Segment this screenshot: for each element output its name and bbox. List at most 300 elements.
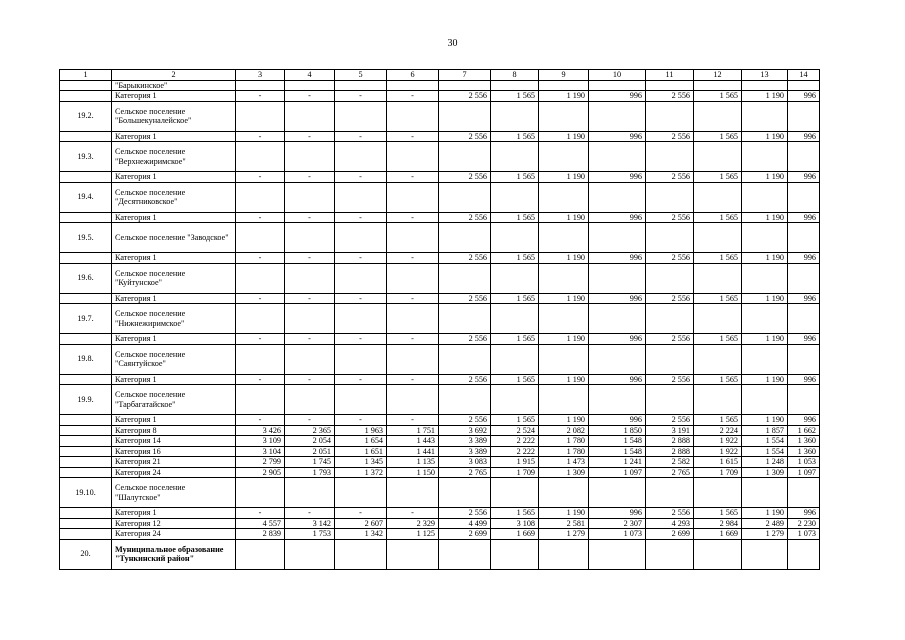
value-cell: 996: [589, 91, 646, 102]
table-row: [60, 212, 820, 223]
value-cell: [285, 385, 335, 415]
value-cell: [335, 478, 387, 508]
value-cell: 2 556: [439, 91, 491, 102]
value-cell: 1 753: [285, 529, 335, 540]
value-cell: 1 279: [742, 529, 788, 540]
value-cell: 1 565: [694, 212, 742, 223]
value-cell: -: [285, 293, 335, 304]
value-cell: 3 389: [439, 436, 491, 447]
value-cell: 1 190: [539, 172, 589, 183]
value-cell: 2 556: [646, 253, 694, 264]
value-cell: -: [335, 334, 387, 345]
value-cell: [694, 478, 742, 508]
value-cell: 1 073: [589, 529, 646, 540]
table-row: [60, 425, 820, 436]
value-cell: [439, 223, 491, 253]
page-number: 30: [447, 38, 458, 49]
value-cell: [491, 478, 539, 508]
value-cell: [788, 223, 820, 253]
column-number-header: 10: [589, 70, 646, 81]
value-cell: 1 548: [589, 436, 646, 447]
value-cell: [694, 182, 742, 212]
value-cell: 2 329: [387, 518, 439, 529]
value-cell: 996: [788, 212, 820, 223]
row-index-cell: [60, 374, 112, 385]
value-cell: [236, 223, 285, 253]
value-cell: 1 780: [539, 446, 589, 457]
row-name-cell: Категория 1: [112, 374, 236, 385]
value-cell: [694, 263, 742, 293]
row-name-cell: Категория 1: [112, 293, 236, 304]
value-cell: 1 190: [742, 415, 788, 426]
value-cell: [335, 182, 387, 212]
value-cell: [439, 304, 491, 334]
value-cell: [646, 263, 694, 293]
value-cell: [439, 344, 491, 374]
value-cell: [788, 539, 820, 569]
value-cell: 996: [589, 415, 646, 426]
row-name-cell: Категория 12: [112, 518, 236, 529]
row-index-cell: [60, 457, 112, 468]
value-cell: [285, 304, 335, 334]
value-cell: 2 556: [646, 172, 694, 183]
value-cell: 4 499: [439, 518, 491, 529]
value-cell: [694, 223, 742, 253]
value-cell: [491, 101, 539, 131]
value-cell: [387, 539, 439, 569]
value-cell: 1 473: [539, 457, 589, 468]
value-cell: 996: [589, 131, 646, 142]
value-cell: [387, 101, 439, 131]
row-index-cell: [60, 80, 112, 91]
value-cell: 1 565: [694, 293, 742, 304]
row-index-cell: 19.8.: [60, 344, 112, 374]
value-cell: [285, 478, 335, 508]
value-cell: 2 839: [236, 529, 285, 540]
value-cell: [694, 385, 742, 415]
value-cell: 1 669: [491, 529, 539, 540]
value-cell: [236, 344, 285, 374]
row-name-cell: Сельское поселение "Куйтунское": [112, 263, 236, 293]
row-name-cell: Категория 21: [112, 457, 236, 468]
value-cell: 1 554: [742, 446, 788, 457]
value-cell: 1 360: [788, 446, 820, 457]
row-index-cell: [60, 293, 112, 304]
value-cell: [335, 101, 387, 131]
table-row: [60, 478, 820, 508]
value-cell: 1 565: [694, 131, 742, 142]
value-cell: 2 888: [646, 446, 694, 457]
value-cell: [387, 344, 439, 374]
column-number-header: 13: [742, 70, 788, 81]
value-cell: [539, 142, 589, 172]
value-cell: [335, 80, 387, 91]
row-name-cell: Категория 1: [112, 334, 236, 345]
row-index-cell: [60, 212, 112, 223]
row-name-cell: Сельское поселение "Верхнежиримское": [112, 142, 236, 172]
value-cell: [439, 385, 491, 415]
value-cell: 1 073: [788, 529, 820, 540]
row-index-cell: 19.6.: [60, 263, 112, 293]
value-cell: -: [387, 508, 439, 519]
value-cell: 1 565: [491, 253, 539, 264]
value-cell: [491, 263, 539, 293]
value-cell: [285, 142, 335, 172]
value-cell: 2 365: [285, 425, 335, 436]
row-name-cell: Категория 1: [112, 131, 236, 142]
row-index-cell: 19.4.: [60, 182, 112, 212]
value-cell: -: [285, 334, 335, 345]
value-cell: [285, 182, 335, 212]
row-name-cell: Сельское поселение "Тарбагатайское": [112, 385, 236, 415]
value-cell: 2 905: [236, 467, 285, 478]
value-cell: -: [335, 172, 387, 183]
value-cell: -: [335, 212, 387, 223]
value-cell: [387, 182, 439, 212]
row-index-cell: [60, 425, 112, 436]
value-cell: [694, 344, 742, 374]
value-cell: [694, 142, 742, 172]
row-name-cell: Категория 24: [112, 467, 236, 478]
value-cell: [589, 80, 646, 91]
value-cell: [539, 478, 589, 508]
value-cell: 4 557: [236, 518, 285, 529]
table-row: [60, 253, 820, 264]
row-name-cell: Категория 1: [112, 508, 236, 519]
value-cell: 2 699: [439, 529, 491, 540]
value-cell: -: [236, 415, 285, 426]
value-cell: 3 108: [491, 518, 539, 529]
column-number-header: 5: [335, 70, 387, 81]
value-cell: -: [236, 508, 285, 519]
tariff-table: [59, 69, 820, 570]
value-cell: 1 342: [335, 529, 387, 540]
row-name-cell: Категория 1: [112, 415, 236, 426]
value-cell: -: [387, 131, 439, 142]
value-cell: 1 793: [285, 467, 335, 478]
value-cell: [646, 385, 694, 415]
value-cell: -: [285, 212, 335, 223]
value-cell: 996: [788, 91, 820, 102]
value-cell: 1 135: [387, 457, 439, 468]
column-number-header: 6: [387, 70, 439, 81]
value-cell: -: [335, 293, 387, 304]
table-row: [60, 436, 820, 447]
column-number-header: 8: [491, 70, 539, 81]
value-cell: 1 850: [589, 425, 646, 436]
value-cell: [285, 223, 335, 253]
value-cell: -: [387, 334, 439, 345]
value-cell: [539, 385, 589, 415]
value-cell: 996: [589, 508, 646, 519]
value-cell: 1 309: [742, 467, 788, 478]
value-cell: [439, 142, 491, 172]
value-cell: [742, 142, 788, 172]
value-cell: [491, 223, 539, 253]
value-cell: [539, 223, 589, 253]
table-row: [60, 172, 820, 183]
value-cell: 1 565: [491, 91, 539, 102]
row-index-cell: [60, 518, 112, 529]
value-cell: [285, 80, 335, 91]
value-cell: 1 654: [335, 436, 387, 447]
value-cell: -: [285, 253, 335, 264]
value-cell: 2 984: [694, 518, 742, 529]
row-name-cell: Сельское поселение "Шалутское": [112, 478, 236, 508]
value-cell: [491, 344, 539, 374]
value-cell: 1 963: [335, 425, 387, 436]
value-cell: 2 230: [788, 518, 820, 529]
value-cell: -: [335, 374, 387, 385]
value-cell: [788, 478, 820, 508]
row-name-cell: Категория 1: [112, 212, 236, 223]
row-name-cell: Категория 8: [112, 425, 236, 436]
value-cell: 1 709: [694, 467, 742, 478]
value-cell: 2 556: [439, 374, 491, 385]
row-index-cell: [60, 415, 112, 426]
value-cell: 1 190: [539, 334, 589, 345]
table-row: [60, 446, 820, 457]
value-cell: [646, 304, 694, 334]
value-cell: [236, 539, 285, 569]
value-cell: 2 556: [646, 374, 694, 385]
value-cell: [788, 304, 820, 334]
value-cell: -: [335, 508, 387, 519]
value-cell: [646, 142, 694, 172]
row-name-cell: Категория 24: [112, 529, 236, 540]
row-index-cell: 19.7.: [60, 304, 112, 334]
value-cell: 2 524: [491, 425, 539, 436]
value-cell: 2 581: [539, 518, 589, 529]
value-cell: [742, 263, 788, 293]
value-cell: 3 083: [439, 457, 491, 468]
table-row: [60, 539, 820, 569]
value-cell: 1 745: [285, 457, 335, 468]
column-number-header: 4: [285, 70, 335, 81]
value-cell: 1 190: [539, 131, 589, 142]
table-row: [60, 182, 820, 212]
value-cell: 1 662: [788, 425, 820, 436]
value-cell: 996: [589, 172, 646, 183]
value-cell: [646, 80, 694, 91]
value-cell: [589, 263, 646, 293]
value-cell: 3 426: [236, 425, 285, 436]
value-cell: [539, 182, 589, 212]
value-cell: [742, 304, 788, 334]
value-cell: [439, 263, 491, 293]
value-cell: 1 565: [491, 415, 539, 426]
value-cell: 2 222: [491, 436, 539, 447]
table-row: [60, 80, 820, 91]
value-cell: 1 922: [694, 436, 742, 447]
value-cell: [439, 80, 491, 91]
value-cell: 2 699: [646, 529, 694, 540]
value-cell: -: [236, 253, 285, 264]
value-cell: 1 190: [742, 131, 788, 142]
value-cell: [439, 478, 491, 508]
value-cell: [742, 539, 788, 569]
value-cell: [788, 101, 820, 131]
value-cell: [589, 478, 646, 508]
value-cell: -: [285, 172, 335, 183]
value-cell: 1 565: [491, 172, 539, 183]
value-cell: 996: [589, 293, 646, 304]
value-cell: 2 888: [646, 436, 694, 447]
row-index-cell: [60, 529, 112, 540]
value-cell: [646, 101, 694, 131]
value-cell: [742, 385, 788, 415]
value-cell: 1 241: [589, 457, 646, 468]
row-name-cell: Сельское поселение "Большекуналейское": [112, 101, 236, 131]
value-cell: [491, 142, 539, 172]
value-cell: [491, 304, 539, 334]
value-cell: 996: [589, 374, 646, 385]
value-cell: 1 345: [335, 457, 387, 468]
table-row: [60, 263, 820, 293]
value-cell: -: [387, 293, 439, 304]
row-index-cell: [60, 446, 112, 457]
value-cell: 1 565: [694, 334, 742, 345]
value-cell: [589, 385, 646, 415]
value-cell: -: [335, 91, 387, 102]
value-cell: 1 565: [491, 508, 539, 519]
value-cell: 2 489: [742, 518, 788, 529]
value-cell: [236, 263, 285, 293]
value-cell: 3 191: [646, 425, 694, 436]
row-index-cell: 20.: [60, 539, 112, 569]
value-cell: 4 293: [646, 518, 694, 529]
value-cell: 1 565: [491, 131, 539, 142]
value-cell: [491, 182, 539, 212]
value-cell: [439, 101, 491, 131]
row-name-cell: Сельское поселение "Десятниковское": [112, 182, 236, 212]
value-cell: [788, 182, 820, 212]
table-header-row: [60, 70, 820, 81]
value-cell: -: [285, 508, 335, 519]
value-cell: -: [387, 415, 439, 426]
value-cell: [236, 80, 285, 91]
value-cell: [788, 344, 820, 374]
value-cell: 1 248: [742, 457, 788, 468]
value-cell: 1 565: [491, 334, 539, 345]
value-cell: [285, 539, 335, 569]
row-name-cell: Муниципальное образование "Тункинский район": [112, 539, 236, 569]
value-cell: [589, 539, 646, 569]
value-cell: 996: [788, 131, 820, 142]
value-cell: 1 751: [387, 425, 439, 436]
row-index-cell: [60, 508, 112, 519]
value-cell: 1 372: [335, 467, 387, 478]
value-cell: [589, 304, 646, 334]
value-cell: [742, 182, 788, 212]
value-cell: 1 190: [742, 253, 788, 264]
table-row: [60, 415, 820, 426]
value-cell: 1 190: [539, 293, 589, 304]
table-row: [60, 467, 820, 478]
value-cell: [285, 263, 335, 293]
value-cell: [742, 80, 788, 91]
value-cell: 2 556: [646, 212, 694, 223]
value-cell: [788, 385, 820, 415]
value-cell: 1 565: [694, 415, 742, 426]
value-cell: 1 190: [742, 212, 788, 223]
value-cell: 3 109: [236, 436, 285, 447]
value-cell: [335, 263, 387, 293]
table-row: [60, 374, 820, 385]
value-cell: 1 915: [491, 457, 539, 468]
value-cell: 2 556: [646, 334, 694, 345]
value-cell: 2 556: [439, 172, 491, 183]
value-cell: 3 692: [439, 425, 491, 436]
value-cell: 2 607: [335, 518, 387, 529]
value-cell: [539, 263, 589, 293]
value-cell: 2 556: [439, 253, 491, 264]
value-cell: [285, 344, 335, 374]
value-cell: 2 556: [439, 131, 491, 142]
value-cell: 1 190: [539, 253, 589, 264]
value-cell: [236, 385, 285, 415]
value-cell: [589, 101, 646, 131]
value-cell: -: [285, 131, 335, 142]
value-cell: -: [335, 131, 387, 142]
value-cell: 2 222: [491, 446, 539, 457]
value-cell: 1 857: [742, 425, 788, 436]
value-cell: [742, 101, 788, 131]
value-cell: 1 190: [539, 374, 589, 385]
row-index-cell: [60, 467, 112, 478]
value-cell: [646, 539, 694, 569]
column-number-header: 9: [539, 70, 589, 81]
value-cell: 1 441: [387, 446, 439, 457]
value-cell: 1 190: [742, 172, 788, 183]
value-cell: 1 360: [788, 436, 820, 447]
value-cell: [387, 304, 439, 334]
value-cell: 2 582: [646, 457, 694, 468]
row-name-cell: Категория 14: [112, 436, 236, 447]
row-name-cell: "Барыкинское": [112, 80, 236, 91]
value-cell: 1 309: [539, 467, 589, 478]
value-cell: [694, 304, 742, 334]
value-cell: -: [236, 131, 285, 142]
value-cell: [539, 80, 589, 91]
value-cell: 1 190: [742, 334, 788, 345]
row-index-cell: [60, 253, 112, 264]
value-cell: 1 150: [387, 467, 439, 478]
value-cell: 2 054: [285, 436, 335, 447]
value-cell: -: [387, 91, 439, 102]
table-row: [60, 223, 820, 253]
value-cell: [387, 385, 439, 415]
value-cell: [236, 142, 285, 172]
column-number-header: 2: [112, 70, 236, 81]
value-cell: 1 565: [694, 91, 742, 102]
row-name-cell: Категория 1: [112, 91, 236, 102]
value-cell: -: [236, 293, 285, 304]
value-cell: 3 104: [236, 446, 285, 457]
value-cell: -: [387, 172, 439, 183]
value-cell: [539, 539, 589, 569]
value-cell: 1 279: [539, 529, 589, 540]
value-cell: [335, 385, 387, 415]
value-cell: -: [236, 172, 285, 183]
value-cell: -: [335, 253, 387, 264]
value-cell: 1 709: [491, 467, 539, 478]
value-cell: 996: [589, 253, 646, 264]
value-cell: [788, 80, 820, 91]
value-cell: [491, 385, 539, 415]
value-cell: [742, 344, 788, 374]
table-row: [60, 293, 820, 304]
